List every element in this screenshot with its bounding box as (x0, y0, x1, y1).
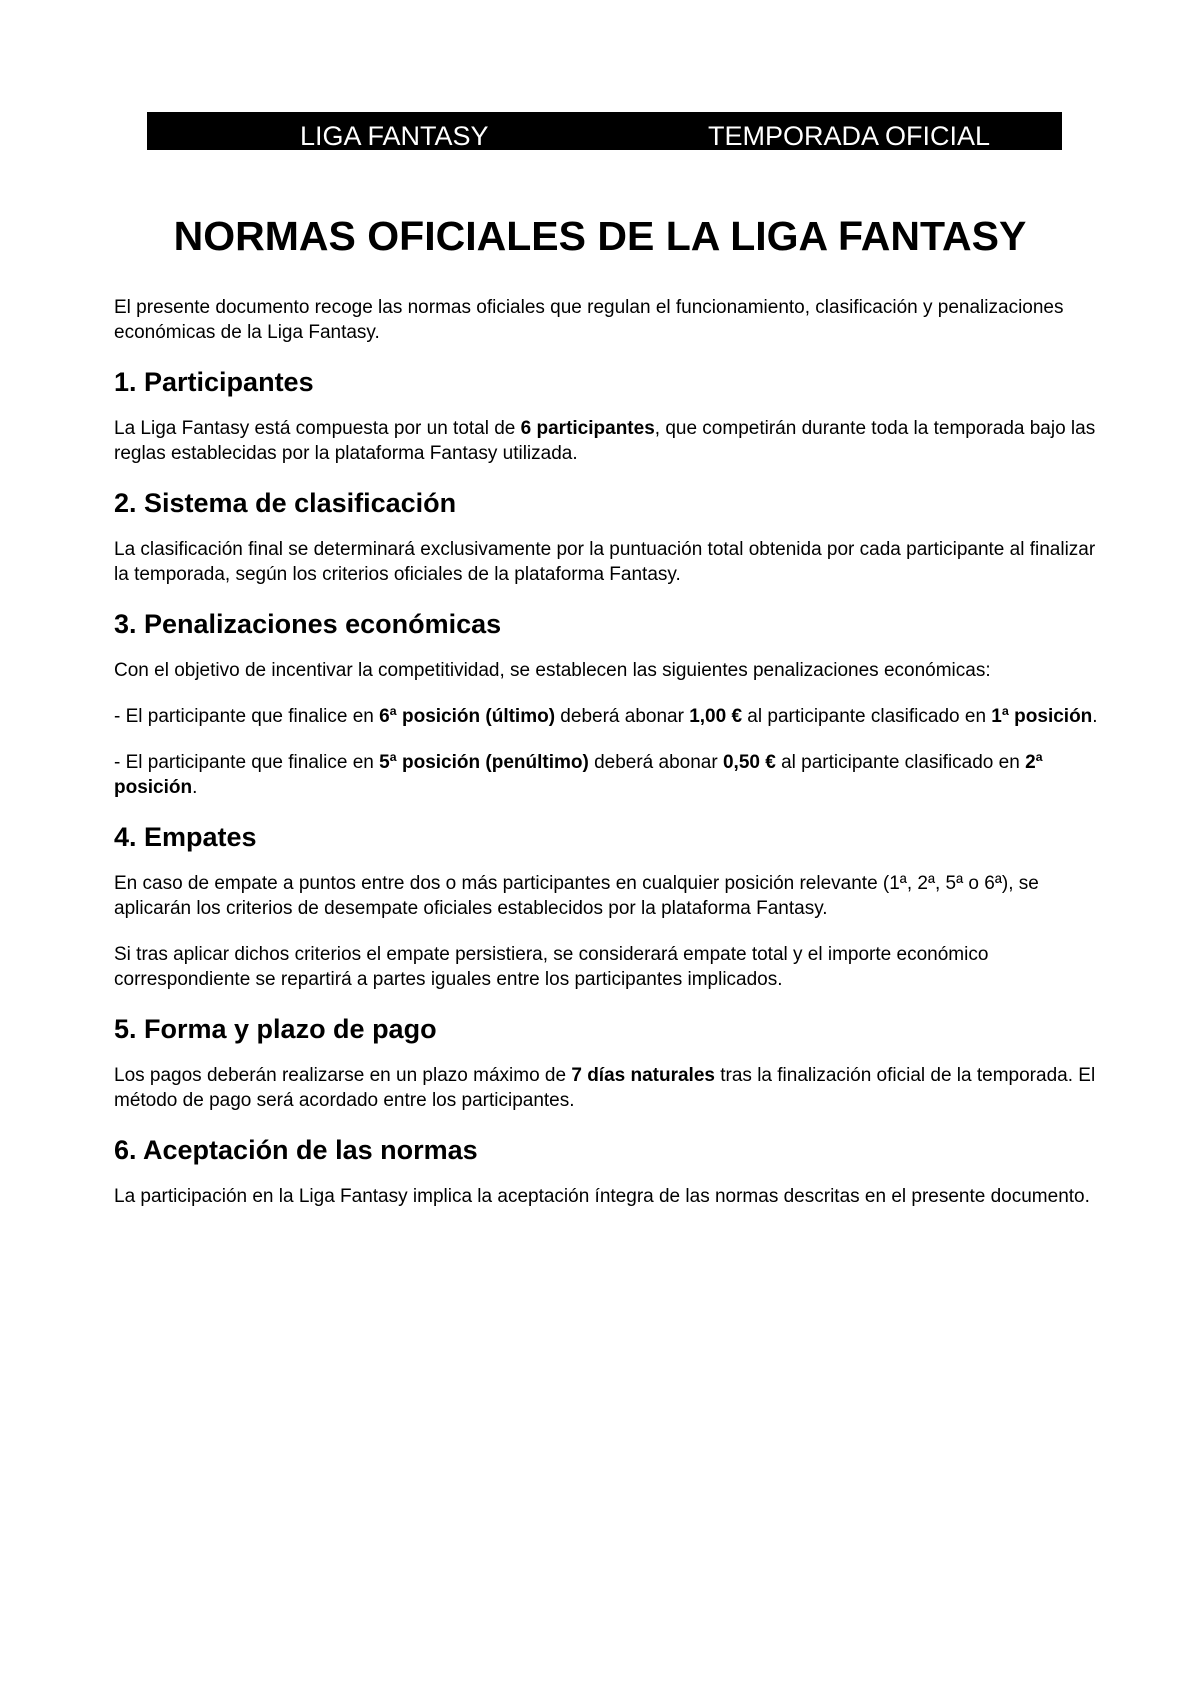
section-heading-penalizaciones: 3. Penalizaciones económicas (114, 609, 502, 639)
section-heading-pago: 5. Forma y plazo de pago (114, 1014, 437, 1044)
emphasis-position: 6ª posición (último) (379, 706, 556, 727)
section-paragraph-clasificacion: La clasificación final se determinará exclusivamente por la puntuación total obtenida por cada participante al finalizar la temporada, según los criterios oficiales de la plataforma Fantasy. (114, 539, 1096, 585)
text-run: deberá abonar (588, 752, 723, 773)
emphasis-participant-count: 6 participantes (520, 418, 655, 439)
text-run: deberá abonar (555, 706, 690, 727)
text-run: - El participante que finalice en (114, 752, 380, 773)
text-run: , que competirán durante toda la temporada bajo las reglas establecidas por la plataforma Fantasy utilizada. (114, 418, 1096, 464)
section-paragraph-aceptacion: La participación en la Liga Fantasy implica la aceptación íntegra de las normas descritas en el presente documento. (114, 1186, 1090, 1207)
text-run: al participante clasificado en (775, 752, 1026, 773)
emphasis-position: 2ª posición (114, 752, 1043, 798)
penalty-rule-last-place (114, 704, 1104, 729)
text-run: . (1092, 706, 1098, 727)
text-run: al participante clasificado en (742, 706, 992, 727)
document-body (114, 295, 1104, 1230)
section-paragraph-empates-1: En caso de empate a puntos entre dos o más participantes en cualquier posición relevante (1ª, 2ª, 5ª o 6ª), se aplicarán los criterios de desempate oficiales establecidos por la plataforma Fantasy. (114, 873, 1039, 919)
section-paragraph-participantes (114, 416, 1104, 466)
section-paragraph-empates-2: Si tras aplicar dichos criterios el empate persistiera, se considerará empate total y el importe económico correspondiente se repartirá a partes iguales entre los participantes implicados. (114, 944, 989, 990)
text-run: . (192, 777, 198, 798)
section-paragraph-pago (114, 1063, 1104, 1113)
emphasis-deadline: 7 días naturales (571, 1065, 715, 1086)
header-season-label: TEMPORADA OFICIAL (708, 121, 991, 151)
emphasis-amount: 1,00 € (689, 706, 743, 727)
section-heading-clasificacion: 2. Sistema de clasificación (114, 488, 457, 518)
section-heading-aceptacion: 6. Aceptación de las normas (114, 1135, 478, 1165)
emphasis-amount: 0,50 € (722, 752, 776, 773)
header-bar (147, 112, 1062, 150)
section-paragraph-penalizaciones-intro: Con el objetivo de incentivar la competitividad, se establecen las siguientes penalizaciones económicas: (114, 660, 991, 681)
section-heading-participantes: 1. Participantes (114, 367, 314, 397)
document-title: NORMAS OFICIALES DE LA LIGA FANTASY (173, 213, 1027, 259)
penalty-rule-second-last-place (114, 750, 1104, 800)
text-run: - El participante que finalice en (114, 706, 380, 727)
text-run: La Liga Fantasy está compuesta por un total de (114, 418, 521, 439)
intro-paragraph: El presente documento recoge las normas oficiales que regulan el funcionamiento, clasificación y penalizaciones económicas de la Liga Fantasy. (114, 297, 1064, 343)
emphasis-position: 5ª posición (penúltimo) (379, 752, 589, 773)
text-run: tras la finalización oficial de la temporada. El método de pago será acordado entre los participantes. (114, 1065, 1096, 1111)
text-run: Los pagos deberán realizarse en un plazo máximo de (114, 1065, 572, 1086)
header-league-name: LIGA FANTASY (300, 121, 489, 151)
emphasis-position: 1ª posición (991, 706, 1093, 727)
section-heading-empates: 4. Empates (114, 822, 257, 852)
